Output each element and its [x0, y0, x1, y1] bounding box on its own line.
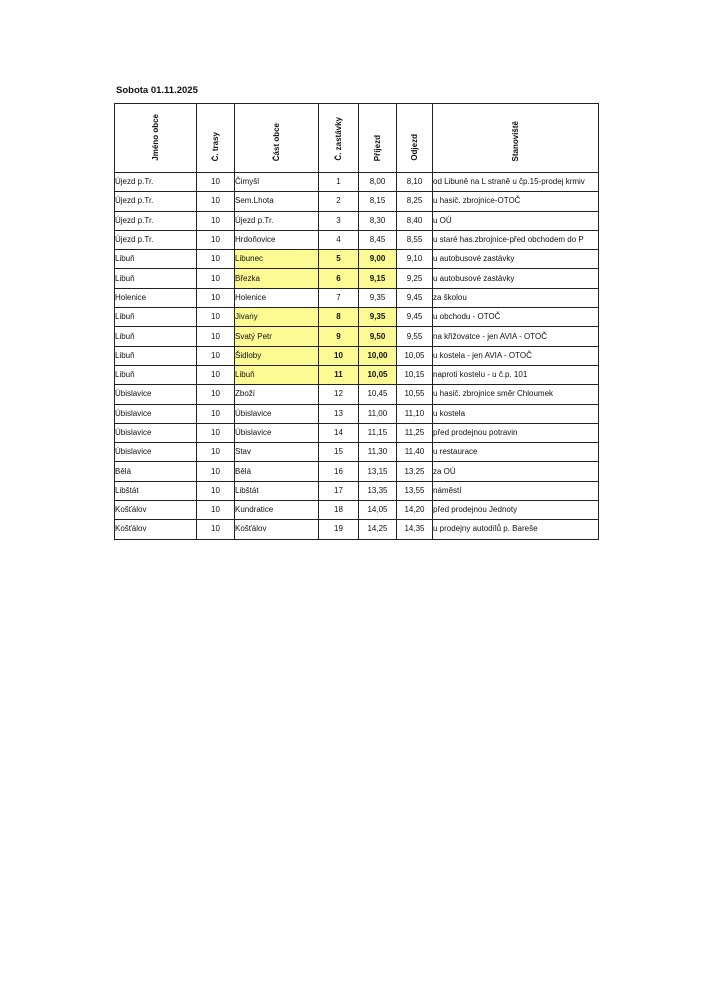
cell-stanoviste: u autobusové zastávky [433, 250, 599, 269]
cell-cast-obce: Stav [235, 443, 319, 462]
cell-jmeno-obce: Libuň [115, 346, 197, 365]
cell-prijezd: 13,15 [359, 462, 397, 481]
header-odjezd: Odjezd [397, 104, 433, 173]
table-row [115, 423, 599, 442]
table-row [115, 346, 599, 365]
cell-c-trasy: 10 [197, 423, 235, 442]
schedule-body [115, 173, 599, 540]
cell-c-trasy: 10 [197, 462, 235, 481]
cell-prijezd: 10,45 [359, 385, 397, 404]
cell-stanoviste: od Libuně na L straně u čp.15-prodej krmiv [433, 173, 599, 192]
cell-prijezd: 9,50 [359, 327, 397, 346]
cell-jmeno-obce: Libuň [115, 250, 197, 269]
cell-cast-obce: Libuň [235, 365, 319, 384]
cell-prijezd: 8,30 [359, 211, 397, 230]
cell-odjezd: 8,40 [397, 211, 433, 230]
cell-c-trasy: 10 [197, 404, 235, 423]
cell-stanoviste: u staré has.zbrojnice-před obchodem do P [433, 230, 599, 249]
cell-stanoviste: náměstí [433, 481, 599, 500]
cell-stanoviste: u hasič. zbrojnice směr Chloumek [433, 385, 599, 404]
cell-c-zastavky: 17 [319, 481, 359, 500]
cell-c-trasy: 10 [197, 443, 235, 462]
cell-odjezd: 10,05 [397, 346, 433, 365]
table-row [115, 501, 599, 520]
cell-jmeno-obce: Libuň [115, 327, 197, 346]
cell-stanoviste: u obchodu - OTOČ [433, 308, 599, 327]
cell-stanoviste: u prodejny autodílů p. Bareše [433, 520, 599, 539]
cell-c-zastavky: 6 [319, 269, 359, 288]
cell-cast-obce: Úbislavice [235, 423, 319, 442]
cell-odjezd: 8,25 [397, 192, 433, 211]
cell-jmeno-obce: Úbislavice [115, 423, 197, 442]
cell-c-zastavky: 5 [319, 250, 359, 269]
cell-cast-obce: Čimyšl [235, 173, 319, 192]
table-row [115, 269, 599, 288]
cell-stanoviste: u OÚ [433, 211, 599, 230]
cell-c-trasy: 10 [197, 481, 235, 500]
cell-prijezd: 11,30 [359, 443, 397, 462]
cell-jmeno-obce: Košťálov [115, 501, 197, 520]
cell-c-trasy: 10 [197, 230, 235, 249]
cell-prijezd: 10,00 [359, 346, 397, 365]
cell-cast-obce: Libštát [235, 481, 319, 500]
table-row [115, 173, 599, 192]
cell-c-zastavky: 19 [319, 520, 359, 539]
cell-stanoviste: za OÚ [433, 462, 599, 481]
cell-c-trasy: 10 [197, 365, 235, 384]
header-prijezd: Příjezd [359, 104, 397, 173]
cell-c-zastavky: 14 [319, 423, 359, 442]
cell-cast-obce: Svatý Petr [235, 327, 319, 346]
cell-c-trasy: 10 [197, 192, 235, 211]
cell-stanoviste: před prodejnou potravin [433, 423, 599, 442]
cell-odjezd: 9,55 [397, 327, 433, 346]
cell-c-trasy: 10 [197, 211, 235, 230]
cell-cast-obce: Úbislavice [235, 404, 319, 423]
cell-c-zastavky: 15 [319, 443, 359, 462]
cell-cast-obce: Sem.Lhota [235, 192, 319, 211]
cell-odjezd: 9,25 [397, 269, 433, 288]
cell-jmeno-obce: Košťálov [115, 520, 197, 539]
cell-prijezd: 14,05 [359, 501, 397, 520]
cell-c-trasy: 10 [197, 173, 235, 192]
cell-stanoviste: u restaurace [433, 443, 599, 462]
cell-cast-obce: Libunec [235, 250, 319, 269]
table-row [115, 327, 599, 346]
cell-c-trasy: 10 [197, 520, 235, 539]
cell-jmeno-obce: Libuň [115, 269, 197, 288]
cell-cast-obce: Kundratice [235, 501, 319, 520]
cell-cast-obce: Bělá [235, 462, 319, 481]
cell-odjezd: 14,35 [397, 520, 433, 539]
cell-stanoviste: u autobusové zastávky [433, 269, 599, 288]
cell-c-trasy: 10 [197, 385, 235, 404]
cell-jmeno-obce: Úbislavice [115, 404, 197, 423]
cell-c-zastavky: 3 [319, 211, 359, 230]
cell-c-trasy: 10 [197, 250, 235, 269]
page-title: Sobota 01.11.2025 [116, 85, 198, 96]
cell-jmeno-obce: Úbislavice [115, 443, 197, 462]
table-row [115, 443, 599, 462]
cell-odjezd: 10,15 [397, 365, 433, 384]
header-stanoviste: Stanoviště [433, 104, 599, 173]
header-c-zastavky: Č. zastávky [319, 104, 359, 173]
cell-prijezd: 8,45 [359, 230, 397, 249]
table-row [115, 462, 599, 481]
cell-prijezd: 9,35 [359, 288, 397, 307]
cell-c-zastavky: 4 [319, 230, 359, 249]
header-cast-obce: Část obce [235, 104, 319, 173]
cell-cast-obce: Březka [235, 269, 319, 288]
cell-c-trasy: 10 [197, 327, 235, 346]
cell-odjezd: 8,10 [397, 173, 433, 192]
schedule-table [114, 103, 599, 540]
cell-c-trasy: 10 [197, 308, 235, 327]
cell-c-zastavky: 1 [319, 173, 359, 192]
cell-odjezd: 10,55 [397, 385, 433, 404]
cell-jmeno-obce: Bělá [115, 462, 197, 481]
table-row [115, 308, 599, 327]
cell-c-zastavky: 10 [319, 346, 359, 365]
cell-cast-obce: Hrdoňovice [235, 230, 319, 249]
cell-prijezd: 13,35 [359, 481, 397, 500]
cell-cast-obce: Újezd p.Tr. [235, 211, 319, 230]
cell-odjezd: 13,55 [397, 481, 433, 500]
cell-prijezd: 9,00 [359, 250, 397, 269]
table-row [115, 520, 599, 539]
cell-odjezd: 8,55 [397, 230, 433, 249]
cell-prijezd: 14,25 [359, 520, 397, 539]
cell-c-trasy: 10 [197, 346, 235, 365]
cell-jmeno-obce: Libštát [115, 481, 197, 500]
table-row [115, 250, 599, 269]
cell-stanoviste: za školou [433, 288, 599, 307]
cell-odjezd: 11,40 [397, 443, 433, 462]
cell-odjezd: 11,25 [397, 423, 433, 442]
cell-c-zastavky: 16 [319, 462, 359, 481]
cell-c-zastavky: 2 [319, 192, 359, 211]
table-row [115, 230, 599, 249]
cell-stanoviste: naproti kostelu - u č.p. 101 [433, 365, 599, 384]
cell-c-trasy: 10 [197, 269, 235, 288]
cell-prijezd: 9,35 [359, 308, 397, 327]
table-row [115, 192, 599, 211]
cell-c-trasy: 10 [197, 501, 235, 520]
cell-c-zastavky: 7 [319, 288, 359, 307]
cell-c-zastavky: 9 [319, 327, 359, 346]
header-c-trasy: Č. trasy [197, 104, 235, 173]
header-row [115, 104, 599, 173]
cell-c-trasy: 10 [197, 288, 235, 307]
cell-jmeno-obce: Libuň [115, 308, 197, 327]
cell-prijezd: 9,15 [359, 269, 397, 288]
cell-jmeno-obce: Libuň [115, 365, 197, 384]
cell-c-zastavky: 18 [319, 501, 359, 520]
cell-stanoviste: před prodejnou Jednoty [433, 501, 599, 520]
cell-stanoviste: u kostela - jen AVIA - OTOČ [433, 346, 599, 365]
table-row [115, 288, 599, 307]
cell-jmeno-obce: Úbislavice [115, 385, 197, 404]
cell-cast-obce: Holenice [235, 288, 319, 307]
cell-jmeno-obce: Újezd p.Tr. [115, 173, 197, 192]
table-row [115, 404, 599, 423]
cell-odjezd: 9,45 [397, 308, 433, 327]
cell-c-zastavky: 13 [319, 404, 359, 423]
cell-c-zastavky: 8 [319, 308, 359, 327]
cell-c-zastavky: 11 [319, 365, 359, 384]
cell-prijezd: 11,00 [359, 404, 397, 423]
cell-cast-obce: Jivany [235, 308, 319, 327]
cell-cast-obce: Šidloby [235, 346, 319, 365]
cell-c-zastavky: 12 [319, 385, 359, 404]
cell-odjezd: 14,20 [397, 501, 433, 520]
table-row [115, 481, 599, 500]
cell-cast-obce: Košťálov [235, 520, 319, 539]
cell-prijezd: 8,15 [359, 192, 397, 211]
cell-stanoviste: na křižovatce - jen AVIA - OTOČ [433, 327, 599, 346]
cell-stanoviste: u hasič. zbrojnice-OTOČ [433, 192, 599, 211]
cell-odjezd: 11,10 [397, 404, 433, 423]
cell-prijezd: 11,15 [359, 423, 397, 442]
cell-prijezd: 8,00 [359, 173, 397, 192]
cell-cast-obce: Zboží [235, 385, 319, 404]
cell-prijezd: 10,05 [359, 365, 397, 384]
cell-jmeno-obce: Újezd p.Tr. [115, 192, 197, 211]
cell-odjezd: 9,10 [397, 250, 433, 269]
cell-jmeno-obce: Újezd p.Tr. [115, 230, 197, 249]
table-row [115, 385, 599, 404]
table-row [115, 365, 599, 384]
header-jmeno-obce: Jméno obce [115, 104, 197, 173]
cell-stanoviste: u kostela [433, 404, 599, 423]
table-row [115, 211, 599, 230]
cell-odjezd: 13,25 [397, 462, 433, 481]
cell-jmeno-obce: Újezd p.Tr. [115, 211, 197, 230]
cell-odjezd: 9,45 [397, 288, 433, 307]
cell-jmeno-obce: Holenice [115, 288, 197, 307]
